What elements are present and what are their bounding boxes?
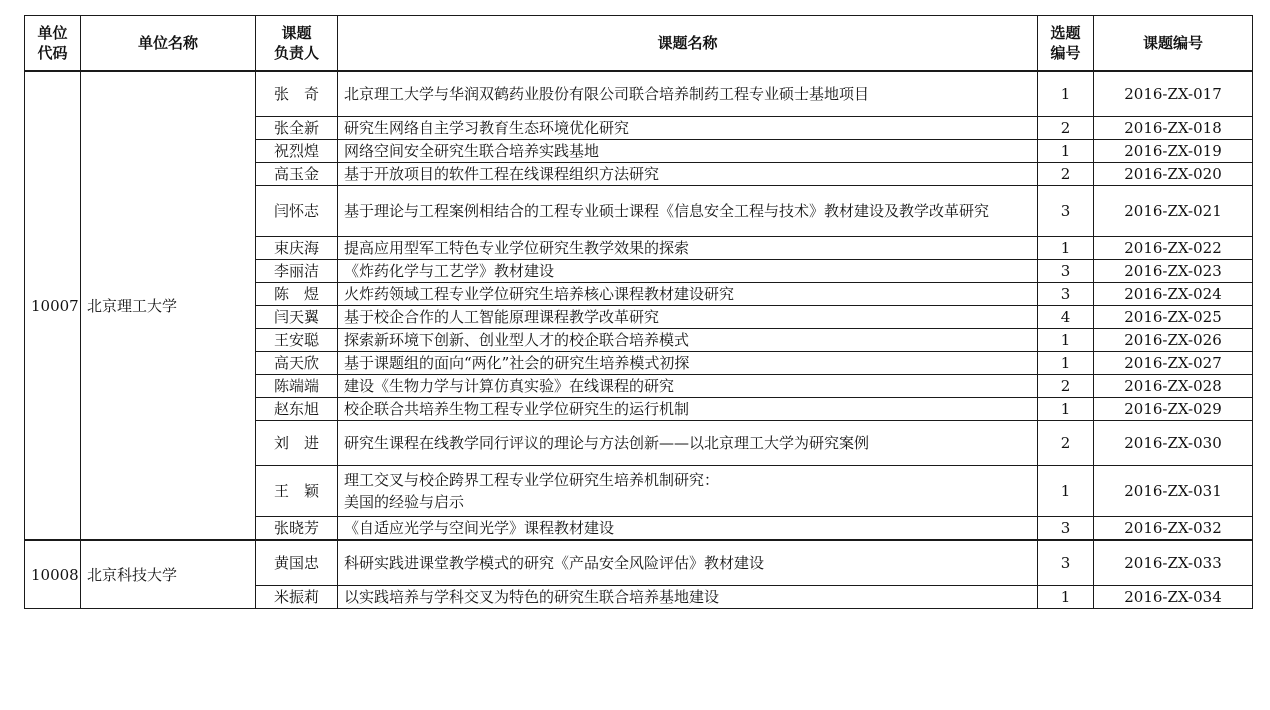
title-cell: 《自适应光学与空间光学》课程教材建设 [338,517,1038,541]
header-project-id: 课题编号 [1094,16,1253,72]
title-cell: 基于校企合作的人工智能原理课程教学改革研究 [338,306,1038,329]
project-id-cell: 2016-ZX-023 [1094,260,1253,283]
person-cell: 米振莉 [256,586,338,609]
person-cell: 祝烈煌 [256,140,338,163]
title-cell: 研究生课程在线教学同行评议的理论与方法创新——以北京理工大学为研究案例 [338,421,1038,466]
title-cell: 基于开放项目的软件工程在线课程组织方法研究 [338,163,1038,186]
title-cell: 基于课题组的面向“两化”社会的研究生培养模式初探 [338,352,1038,375]
unit-code-cell: 10008 [25,540,81,609]
topic-no-cell: 3 [1038,186,1094,237]
person-cell: 黄国忠 [256,540,338,586]
person-cell: 李丽洁 [256,260,338,283]
person-cell: 刘 进 [256,421,338,466]
topic-no-cell: 2 [1038,421,1094,466]
topic-no-cell: 3 [1038,260,1094,283]
topic-no-cell: 4 [1038,306,1094,329]
person-cell: 赵东旭 [256,398,338,421]
title-cell: 网络空间安全研究生联合培养实践基地 [338,140,1038,163]
project-id-cell: 2016-ZX-034 [1094,586,1253,609]
person-cell: 闫天翼 [256,306,338,329]
person-cell: 高玉金 [256,163,338,186]
header-unit-name: 单位名称 [81,16,256,72]
header-unit-code: 单位 代码 [25,16,81,72]
project-id-cell: 2016-ZX-018 [1094,117,1253,140]
header-person: 课题 负责人 [256,16,338,72]
project-table [24,15,1253,609]
project-id-cell: 2016-ZX-017 [1094,71,1253,117]
header-row [25,16,1253,72]
title-cell: 《炸药化学与工艺学》教材建设 [338,260,1038,283]
topic-no-cell: 2 [1038,163,1094,186]
topic-no-cell: 1 [1038,352,1094,375]
project-id-cell: 2016-ZX-019 [1094,140,1253,163]
title-cell: 校企联合共培养生物工程专业学位研究生的运行机制 [338,398,1038,421]
person-cell: 王 颖 [256,466,338,517]
title-cell: 探索新环境下创新、创业型人才的校企联合培养模式 [338,329,1038,352]
title-cell: 建设《生物力学与计算仿真实验》在线课程的研究 [338,375,1038,398]
person-cell: 高天欣 [256,352,338,375]
project-id-cell: 2016-ZX-020 [1094,163,1253,186]
project-id-cell: 2016-ZX-022 [1094,237,1253,260]
project-id-cell: 2016-ZX-032 [1094,517,1253,541]
topic-no-cell: 1 [1038,466,1094,517]
title-cell: 科研实践进课堂教学模式的研究《产品安全风险评估》教材建设 [338,540,1038,586]
topic-no-cell: 3 [1038,283,1094,306]
person-cell: 束庆海 [256,237,338,260]
project-id-cell: 2016-ZX-030 [1094,421,1253,466]
table-row [25,540,1253,586]
topic-no-cell: 1 [1038,398,1094,421]
project-id-cell: 2016-ZX-025 [1094,306,1253,329]
title-cell: 火炸药领域工程专业学位研究生培养核心课程教材建设研究 [338,283,1038,306]
topic-no-cell: 2 [1038,117,1094,140]
project-id-cell: 2016-ZX-031 [1094,466,1253,517]
title-cell [338,466,1038,517]
unit-name-cell: 北京理工大学 [81,71,256,540]
person-cell: 张晓芳 [256,517,338,541]
header-topic-no: 选题 编号 [1038,16,1094,72]
topic-no-cell: 1 [1038,71,1094,117]
title-cell: 基于理论与工程案例相结合的工程专业硕士课程《信息安全工程与技术》教材建设及教学改革研究 [338,186,1038,237]
person-cell: 陈 煜 [256,283,338,306]
topic-no-cell: 3 [1038,540,1094,586]
table-row [25,71,1253,117]
topic-no-cell: 1 [1038,237,1094,260]
topic-no-cell: 1 [1038,329,1094,352]
person-cell: 闫怀志 [256,186,338,237]
topic-no-cell: 3 [1038,517,1094,541]
project-id-cell: 2016-ZX-027 [1094,352,1253,375]
person-cell: 张全新 [256,117,338,140]
unit-code-cell: 10007 [25,71,81,540]
project-id-cell: 2016-ZX-029 [1094,398,1253,421]
title-cell: 提高应用型军工特色专业学位研究生教学效果的探索 [338,237,1038,260]
person-cell: 陈端端 [256,375,338,398]
project-id-cell: 2016-ZX-021 [1094,186,1253,237]
title-cell: 以实践培养与学科交叉为特色的研究生联合培养基地建设 [338,586,1038,609]
project-id-cell: 2016-ZX-033 [1094,540,1253,586]
unit-name-cell: 北京科技大学 [81,540,256,609]
person-cell: 张 奇 [256,71,338,117]
title-line: 美国的经验与启示 [344,493,465,511]
header-project-title: 课题名称 [338,16,1038,72]
person-cell: 王安聪 [256,329,338,352]
project-id-cell: 2016-ZX-028 [1094,375,1253,398]
topic-no-cell: 1 [1038,140,1094,163]
project-id-cell: 2016-ZX-026 [1094,329,1253,352]
title-cell: 北京理工大学与华润双鹤药业股份有限公司联合培养制药工程专业硕士基地项目 [338,71,1038,117]
project-id-cell: 2016-ZX-024 [1094,283,1253,306]
title-cell: 研究生网络自主学习教育生态环境优化研究 [338,117,1038,140]
title-line: 理工交叉与校企跨界工程专业学位研究生培养机制研究： [344,471,720,489]
topic-no-cell: 1 [1038,586,1094,609]
topic-no-cell: 2 [1038,375,1094,398]
